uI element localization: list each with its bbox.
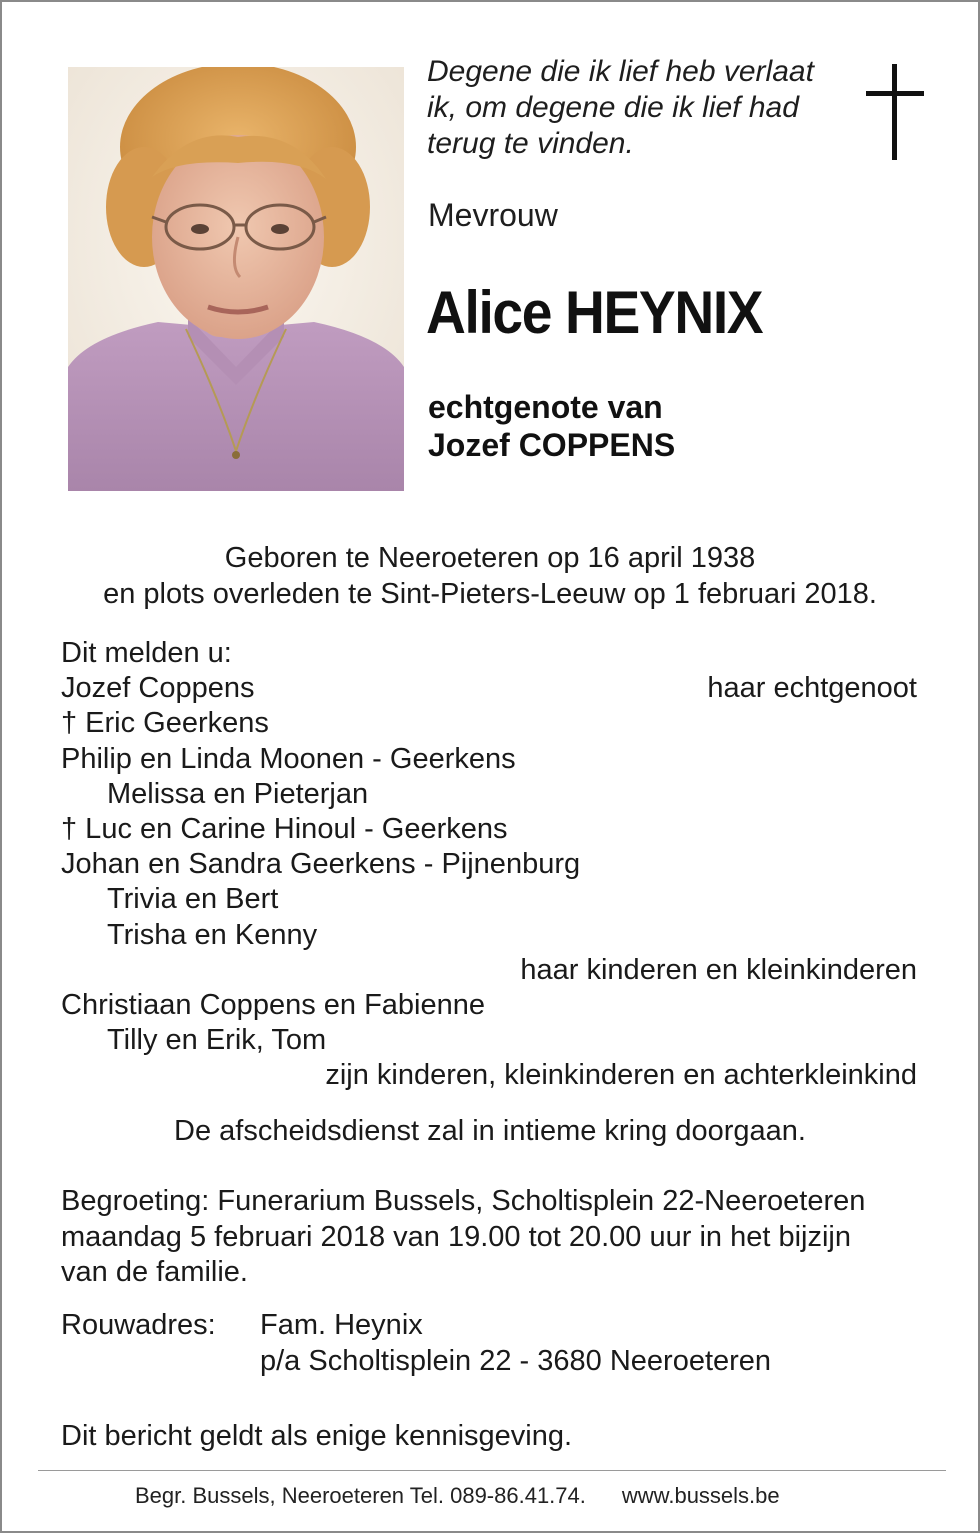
family-grandchild: Trivia en Bert (107, 883, 279, 916)
family-row (61, 777, 917, 812)
family-row (61, 1023, 917, 1058)
family-spouse-name: Jozef Coppens (61, 672, 255, 705)
family-row (61, 953, 917, 988)
family-grandchild: Trisha en Kenny (107, 918, 318, 951)
deceased-name: Alice HEYNIX (426, 279, 763, 346)
visitation-line: Begroeting: Funerarium Bussels, Scholtisplein 22-Neeroeteren (61, 1185, 866, 1217)
family-intro-text: Dit melden u: (61, 637, 232, 669)
family-grandchild: Melissa en Pieterjan (107, 777, 369, 810)
birth-line: Geboren te Neeroeteren op 16 april 1938 (224, 542, 756, 574)
family-row (61, 918, 917, 953)
family-member: Philip en Linda Moonen - Geerkens (61, 742, 516, 775)
family-row (61, 706, 917, 741)
verse-line: terug te vinden. (427, 127, 634, 160)
visitation-line: van de familie. (61, 1256, 248, 1288)
spouse-name: Jozef COPPENS (428, 427, 676, 463)
portrait-image (68, 67, 404, 491)
family-row (61, 671, 917, 706)
verse-line: ik, om degene die ik lief had (427, 91, 799, 124)
address-line: p/a Scholtisplein 22 - 3680 Neeroeteren (260, 1344, 772, 1377)
visitation-line: maandag 5 februari 2018 van 19.00 tot 20.00 uur in het bijzijn (61, 1220, 851, 1253)
verse-line: Degene die ik lief heb verlaat (427, 55, 814, 88)
birth-death-info (2, 540, 978, 612)
address-label: Rouwadres: (61, 1309, 216, 1341)
death-line: en plots overleden te Sint-Pieters-Leeuw op 1 februari 2018. (103, 578, 877, 610)
footer-divider (38, 1470, 946, 1471)
family-intro (61, 636, 917, 671)
notice-text: Dit bericht geldt als enige kennisgeving. (61, 1420, 573, 1452)
visitation-info (61, 1184, 931, 1291)
family-row (61, 742, 917, 777)
family-row (61, 812, 917, 847)
family-relation: haar kinderen en kleinkinderen (520, 953, 917, 986)
cross-icon-horizontal (866, 91, 924, 96)
footer-company: Begr. Bussels, Neeroeteren Tel. 089-86.41.74. (135, 1483, 586, 1508)
family-relation: haar echtgenoot (707, 672, 917, 705)
footer (135, 1481, 780, 1511)
family-grandchild: Tilly en Erik, Tom (107, 1024, 327, 1057)
family-member: Christiaan Coppens en Fabienne (61, 988, 485, 1021)
family-list (61, 636, 917, 1093)
footer-website-link[interactable]: www.bussels.be (621, 1483, 780, 1508)
family-member: † Luc en Carine Hinoul - Geerkens (61, 812, 508, 845)
spouse-line: echtgenote van (428, 389, 663, 425)
cross-icon (866, 64, 924, 160)
family-row (61, 1058, 917, 1093)
verse (427, 54, 847, 162)
family-member: Johan en Sandra Geerkens - Pijnenburg (61, 848, 581, 881)
family-row (61, 882, 917, 917)
portrait-photo (68, 67, 404, 491)
family-relation: zijn kinderen, kleinkinderen en achterkleinkind (325, 1059, 917, 1092)
honorific: Mevrouw (428, 197, 558, 233)
spouse-block (428, 388, 675, 464)
service-notice: De afscheidsdienst zal in intieme kring doorgaan. (174, 1115, 806, 1147)
family-row (61, 988, 917, 1023)
address-line: Fam. Heynix (260, 1309, 423, 1341)
address-lines (260, 1308, 771, 1379)
family-row (61, 847, 917, 882)
cross-icon-vertical (892, 64, 897, 160)
family-member: † Eric Geerkens (61, 707, 269, 740)
